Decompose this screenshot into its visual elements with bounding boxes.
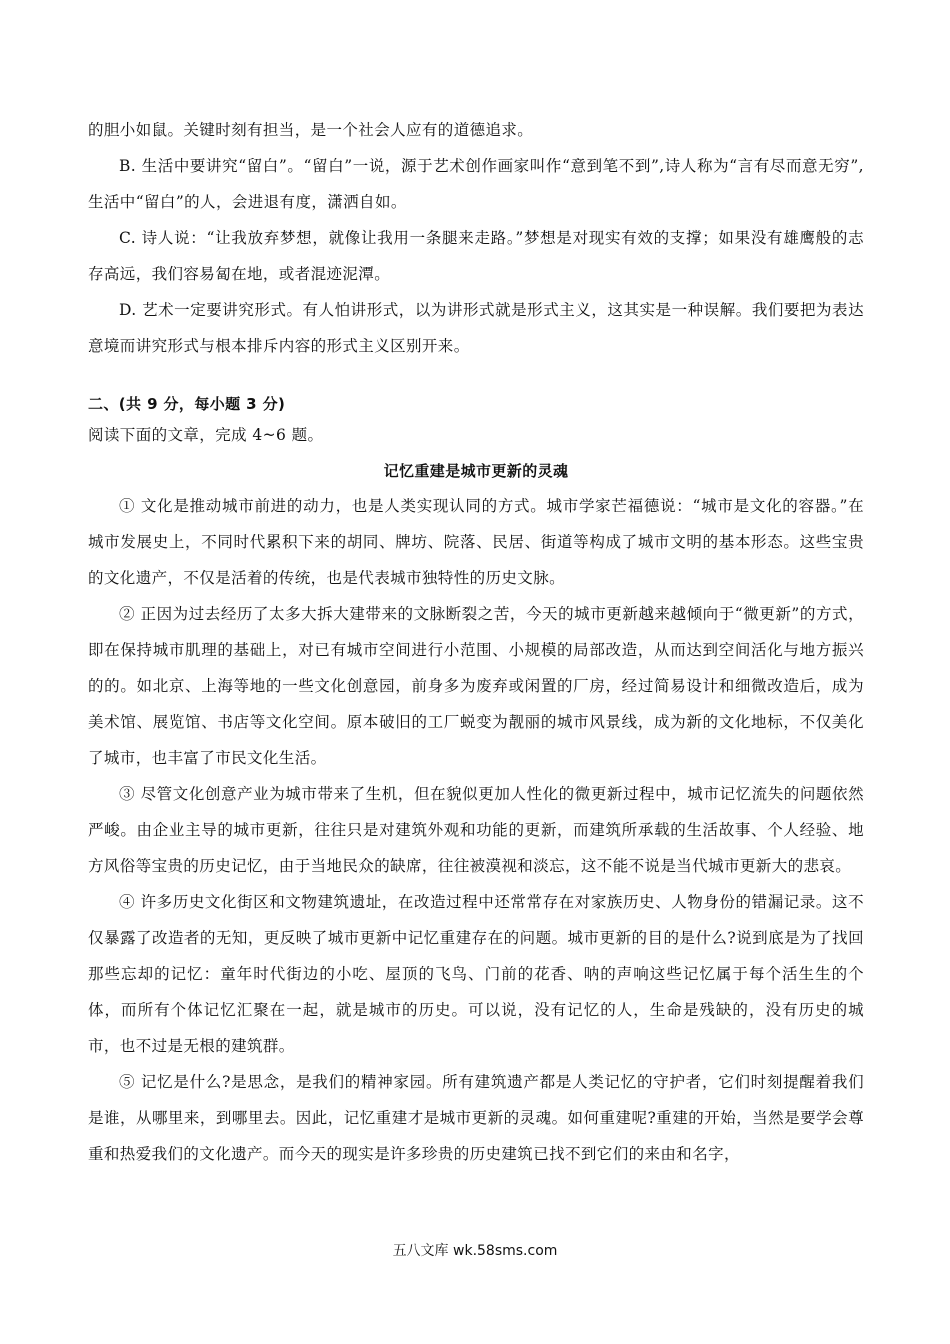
article-title: 记忆重建是城市更新的灵魂 xyxy=(383,462,569,480)
page-content xyxy=(88,112,864,1172)
article-paragraph-5: ⑤ 记忆是什么?是思念，是我们的精神家园。所有建筑遗产都是人类记忆的守护者，它们时刻提醒着我们是谁，从哪里来，到哪里去。因此，记忆重建才是城市更新的灵魂。如何重建呢?重建的开始，当然是要学会尊重和热爱我们的文化遗产。而今天的现实是许多珍贵的历史建筑已找不到它们的来由和名字， xyxy=(88,1073,864,1163)
option-c: C. 诗人说：“让我放弃梦想，就像让我用一条腿来走路。”梦想是对现实有效的支撑；如果没有雄鹰般的志存高远，我们容易匐在地，或者混迹泥潭。 xyxy=(88,229,864,283)
option-d: D. 艺术一定要讲究形式。有人怕讲形式，以为讲形式就是形式主义，这其实是一种误解。我们要把为表达意境而讲究形式与根本排斥内容的形式主义区别开来。 xyxy=(88,301,864,355)
article-paragraph-2: ② 正因为过去经历了太多大拆大建带来的文脉断裂之苦，今天的城市更新越来越倾向于“微更新”的方式，即在保持城市肌理的基础上，对已有城市空间进行小范围、小规模的局部改造，从而达到空间活化与地方振兴的的。如北京、上海等地的一些文化创意园，前身多为废弃或闲置的厂房，经过简易设计和细微改造后，成为美术馆、展览馆、书店等文化空间。原本破旧的工厂蜕变为靓丽的城市风景线，成为新的文化地标，不仅美化了城市，也丰富了市民文化生活。 xyxy=(88,605,864,767)
article-paragraph-4: ④ 许多历史文化街区和文物建筑遗址，在改造过程中还常常存在对家族历史、人物身份的错漏记录。这不仅暴露了改造者的无知，更反映了城市更新中记忆重建存在的问题。城市更新的目的是什么?说到底是为了找回那些忘却的记忆：童年时代街边的小吃、屋顶的飞鸟、门前的花香、呐的声响这些记忆属于每个活生生的个体，而所有个体记忆汇聚在一起，就是城市的历史。可以说，没有记忆的人，生命是残缺的，没有历史的城市，也不过是无根的建筑群。 xyxy=(88,893,864,1055)
option-a-continuation: 的胆小如鼠。关键时刻有担当，是一个社会人应有的道德追求。 xyxy=(88,121,534,139)
page-footer: 五八文库 wk.58sms.com xyxy=(392,1243,558,1259)
section-instruction: 阅读下面的文章，完成 4~6 题。 xyxy=(88,426,324,444)
section-heading: 二、(共 9 分，每小题 3 分) xyxy=(88,395,286,413)
article-paragraph-1: ① 文化是推动城市前进的动力，也是人类实现认同的方式。城市学家芒福德说：“城市是文化的容器。”在城市发展史上，不同时代累积下来的胡同、牌坊、院落、民居、街道等构成了城市文明的基本形态。这些宝贵的文化遗产，不仅是活着的传统，也是代表城市独特性的历史文脉。 xyxy=(88,497,864,587)
option-b: B. 生活中要讲究“留白”。“留白”一说，源于艺术创作画家叫作“意到笔不到”,诗人称为“言有尽而意无穷”,生活中“留白”的人，会进退有度，潇洒自如。 xyxy=(88,157,864,211)
article-paragraph-3: ③ 尽管文化创意产业为城市带来了生机，但在貌似更加人性化的微更新过程中，城市记忆流失的问题依然严峻。由企业主导的城市更新，往往只是对建筑外观和功能的更新，而建筑所承载的生活故事、个人经验、地方风俗等宝贵的历史记忆，由于当地民众的缺席，往往被漠视和淡忘，这不能不说是当代城市更新大的悲哀。 xyxy=(88,785,864,875)
